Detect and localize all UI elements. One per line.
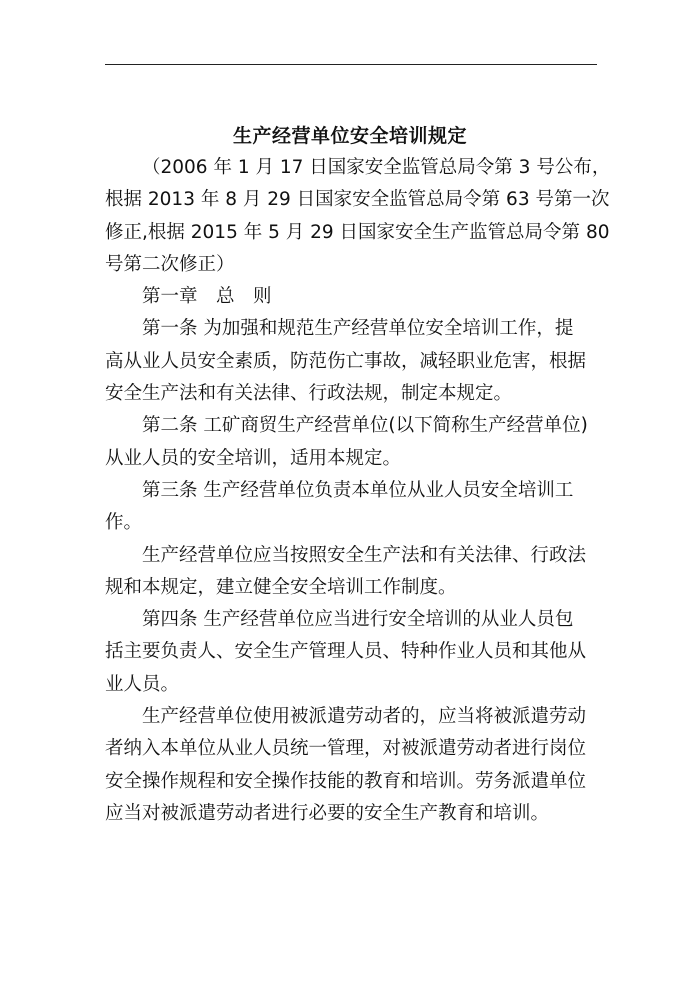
text-line: 高从业人员安全素质，防范伤亡事故，减轻职业危害，根据 [105, 350, 587, 372]
text-line: 者纳入本单位从业人员统一管理，对被派遣劳动者进行岗位 [105, 738, 587, 760]
document-title: 生产经营单位安全培训规定 [232, 125, 467, 147]
chapter-heading [105, 281, 597, 313]
text-line: 应当对被派遣劳动者进行必要的安全生产教育和培训。 [105, 802, 550, 824]
article-4-second-paragraph [105, 701, 597, 830]
article-2-paragraph [105, 410, 597, 475]
text-line: 安全操作规程和安全操作技能的教育和培训。劳务派遣单位 [105, 770, 587, 792]
text-line: 安全生产法和有关法律、行政法规，制定本规定。 [105, 383, 513, 405]
article-3-second-paragraph [105, 540, 597, 605]
text-line: 第四条 生产经营单位应当进行安全培训的从业人员包 [142, 609, 574, 631]
preamble-paragraph [105, 152, 611, 281]
text-line: 生产经营单位使用被派遣劳动者的，应当将被派遣劳动 [142, 706, 587, 728]
text-line: 作。 [105, 512, 143, 534]
document-body [105, 152, 611, 830]
text-line: 根据 2013 年 8 月 29 日国家安全监管总局令第 63 号第一次 [105, 189, 610, 211]
text-line: 业人员。 [105, 673, 180, 695]
text-line: 第一条 为加强和规范生产经营单位安全培训工作，提 [142, 318, 574, 340]
text-line: 第二条 工矿商贸生产经营单位(以下简称生产经营单位) [142, 415, 588, 437]
text-line: 生产经营单位应当按照安全生产法和有关法律、行政法 [142, 544, 587, 566]
text-line: 第一章 总 则 [142, 286, 272, 308]
text-line: 从业人员的安全培训，适用本规定。 [105, 447, 402, 469]
article-3-paragraph [105, 475, 597, 540]
text-line: （2006 年 1 月 17 日国家安全监管总局令第 3 号公布， [142, 157, 611, 178]
text-line: 号第二次修正） [105, 253, 235, 275]
text-line: 修正,根据 2015 年 5 月 29 日国家安全生产监管总局令第 80 [105, 221, 610, 243]
text-line: 括主要负责人、安全生产管理人员、特种作业人员和其他从 [105, 641, 587, 663]
header-rule [105, 64, 597, 65]
text-line: 第三条 生产经营单位负责本单位从业人员安全培训工 [142, 479, 574, 501]
article-1-paragraph [105, 313, 597, 410]
text-line: 规和本规定，建立健全安全培训工作制度。 [105, 576, 457, 598]
article-4-paragraph [105, 604, 597, 701]
